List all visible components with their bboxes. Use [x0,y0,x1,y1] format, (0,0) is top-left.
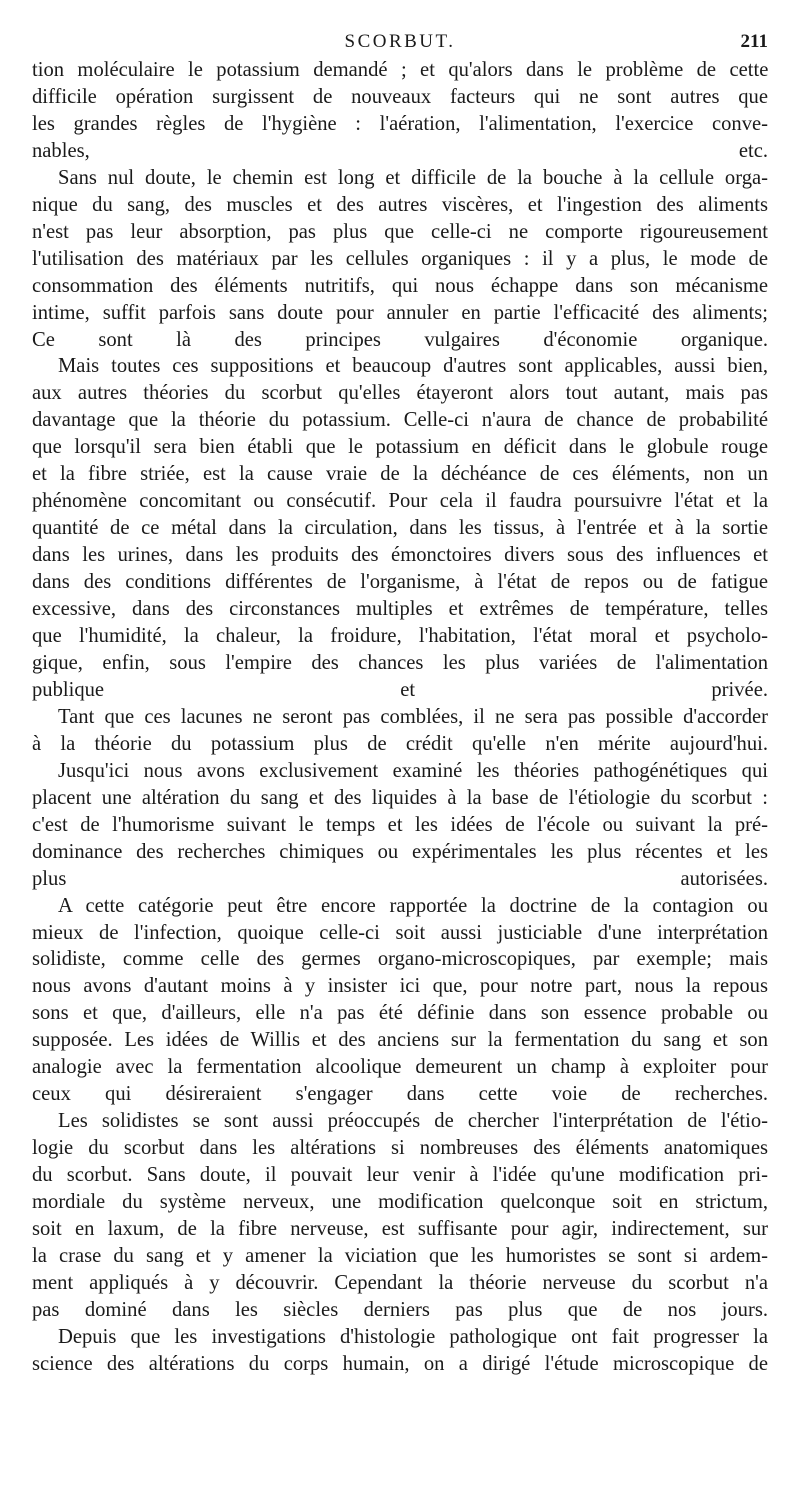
text-line: plus autorisées. [32,867,768,890]
text-line: dominance des recherches chimiques ou expérimentales les plus récentes et les [32,840,768,863]
text-line: nique du sang, des muscles et des autres viscères, et l'ingestion des aliments [32,193,768,216]
paragraph [32,57,768,165]
text-line: mieux de l'infection, quoique celle-ci soit aussi justiciable d'une interprétation [32,921,768,944]
text-line: ment appliqués à y découvrir. Cependant la théorie nerveuse du scorbut n'a [32,1271,768,1294]
text-line: gique, enfin, sous l'empire des chances les plus variées de l'alimentation [32,651,768,674]
text-line: quantité de ce métal dans la circulation, dans les tissus, à l'entrée et à la sortie [32,517,768,540]
text-line: intime, suffit parfois sans doute pour annuler en partie l'efficacité des aliments; [32,301,768,324]
paragraph [32,1324,768,1378]
text-line: mordiale du système nerveux, une modification quelconque soit en strictum, [32,1191,768,1214]
text-line: supposée. Les idées de Willis et des anciens sur la fermentation du sang et son [32,1029,768,1052]
text-line: Jusqu'ici nous avons exclusivement examiné les théories pathogénétiques qui [58,759,768,782]
text-line: c'est de l'humorisme suivant le temps et les idées de l'école ou suivant la pré- [32,813,768,836]
page-number: 211 [740,31,768,52]
text-line: Sans nul doute, le chemin est long et difficile de la bouche à la cellule orga- [58,166,768,189]
text-line: que lorsqu'il sera bien établi que le potassium en déficit dans le globule rouge [32,436,768,459]
text-line: aux autres théories du scorbut qu'elles étayeront alors tout autant, mais pas [32,382,768,405]
paragraph [32,353,768,703]
text-line: les grandes règles de l'hygiène : l'aération, l'alimentation, l'exercice conve- [32,112,768,135]
text-line: analogie avec la fermentation alcoolique demeurent un champ à exploiter pour [32,1056,768,1079]
body-text [32,57,768,1378]
text-line: du scorbut. Sans doute, il pouvait leur venir à l'idée qu'une modification pri- [32,1164,768,1187]
text-line: et la fibre striée, est la cause vraie de la déchéance de ces éléments, non un [32,463,768,486]
text-line: logie du scorbut dans les altérations si nombreuses des éléments anatomiques [32,1137,768,1160]
text-line: pas dominé dans les siècles derniers pas plus que de nos jours. [32,1298,768,1321]
text-line: Depuis que les investigations d'histologie pathologique ont fait progresser la [58,1325,768,1348]
paragraph [32,1108,768,1324]
paragraph [32,165,768,354]
text-line: dans les urines, dans les produits des émonctoires divers sous des influences et [32,544,768,567]
text-line: à la théorie du potassium plus de crédit qu'elle n'en mérite aujourd'hui. [32,732,768,755]
text-line: consommation des éléments nutritifs, qui nous échappe dans son mécanisme [32,274,768,297]
text-line: dans des conditions différentes de l'organisme, à l'état de repos ou de fatigue [32,571,768,594]
paragraph [32,893,768,1109]
text-line: Tant que ces lacunes ne seront pas comblées, il ne sera pas possible d'accorder [58,705,768,728]
text-line: davantage que la théorie du potassium. Celle-ci n'aura de chance de probabilité [32,409,768,432]
running-head [32,30,768,54]
text-line: sons et que, d'ailleurs, elle n'a pas été définie dans son essence probable ou [32,1002,768,1025]
text-line: n'est pas leur absorption, pas plus que celle-ci ne comporte rigoureusement [32,220,768,243]
text-line: science des altérations du corps humain, on a dirigé l'étude microscopique de [32,1352,768,1375]
paragraph [32,704,768,758]
text-line: tion moléculaire le potassium demandé ; et qu'alors dans le problème de cette [32,59,769,81]
text-line: A cette catégorie peut être encore rapportée la doctrine de la contagion ou [58,894,768,917]
paragraph [32,758,768,893]
text-line: Ce sont là des principes vulgaires d'économie organique. [32,328,768,351]
text-line: Mais toutes ces suppositions et beaucoup d'autres sont applicables, aussi bien, [58,355,768,378]
text-line: nous avons d'autant moins à y insister ici que, pour notre part, nous la repous [32,975,768,998]
text-line: la crase du sang et y amener la viciation que les humoristes se sont si ardem- [32,1244,768,1267]
text-line: que l'humidité, la chaleur, la froidure, l'habitation, l'état moral et psycholo- [32,625,768,648]
text-line: publique et privée. [32,678,768,701]
text-line: excessive, dans des circonstances multiples et extrêmes de température, telles [32,598,768,621]
running-title: SCORBUT. [344,31,456,52]
text-line: ceux qui désireraient s'engager dans cette voie de recherches. [32,1083,768,1106]
text-line: phénomène concomitant ou consécutif. Pour cela il faudra poursuivre l'état et la [32,490,768,513]
text-line: Les solidistes se sont aussi préoccupés de chercher l'interprétation de l'étio- [58,1110,768,1133]
text-line: soit en laxum, de la fibre nerveuse, est suffisante pour agir, indirectement, sur [32,1217,768,1240]
text-line: placent une altération du sang et des liquides à la base de l'étiologie du scorbut : [32,786,768,809]
text-line: solidiste, comme celle des germes organo-microscopiques, par exemple; mais [32,948,768,971]
text-line: nables, etc. [32,139,768,162]
text-line: difficile opération surgissent de nouveaux facteurs qui ne sont autres que [32,85,768,108]
text-line: l'utilisation des matériaux par les cellules organiques : il y a plus, le mode de [32,247,768,270]
